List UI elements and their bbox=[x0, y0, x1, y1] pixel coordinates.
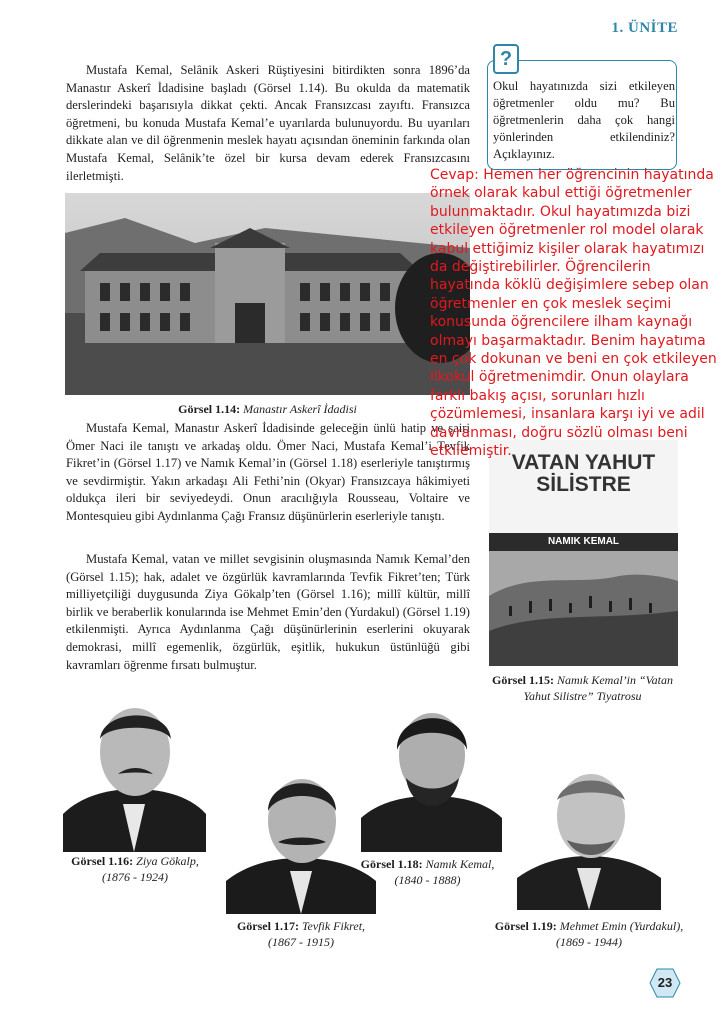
paragraph-3-text: Mustafa Kemal, vatan ve millet sevgisinin oluşmasında Namık Kemal’den (Görsel 1.15); hak, adalet ve özgürlük kavramlarında Tevfik Fikret’ten; Türk milliyetçiliği duygusunda Ziya Gökalp’ten (Görsel 1.16); millî kültür, millî birlik ve beraberlik konularında ise Mehmet Emin’den (Yurdakul) (Görsel 1.19) etkilenmişti. Ayrıca Aydınlanma Çağı düşünürlerinin eserlerini okuyarak demokrasi, millî egemenlik, özgürlük, eşitlik, hukukun üstünlüğü gibi kavramları öğrenme fırsatı bulmuştur. bbox=[66, 552, 470, 672]
book-title-line-2: SİLİSTRE bbox=[536, 473, 631, 496]
answer-text: Cevap: Hemen her öğrencinin hayatında örnek olarak kabul ettiği öğretmenler bulunmaktadır. Okul hayatımızda bizi etkileyen öğretmenler rol model olarak kabul ettiğimiz kişiler olarak hayatımızı da değiştirebilirler. Öğrencilerin hayatında köklü değişimlere sebep olan öğretmenler en çok meslek seçimi konusunda öğrencilere ilham kaynağı olmayı başarmaktadır. Benim hayatıma en çok dokunan ve beni en çok etkileyen ilkokul öğretmenimdir. Onun olaylara farklı bakış açısı, sorunları hızlı çözümlemesi, insanlara karşı iyi ve adil davranması, doğru sözlü olması beni etkilemiştir. bbox=[430, 167, 717, 460]
portrait-ziya-gokalp-image bbox=[63, 694, 206, 852]
portrait-ziya-gokalp bbox=[63, 694, 206, 852]
portrait-namik-kemal bbox=[361, 700, 502, 852]
caption-1-17-label: Görsel 1.17: bbox=[236, 919, 299, 933]
caption-1-15-label: Görsel 1.15: bbox=[492, 673, 554, 687]
portrait-tevfik-fikret-image bbox=[226, 766, 376, 914]
paragraph-3 bbox=[66, 551, 470, 674]
caption-1-19-years: (1869 - 1944) bbox=[556, 935, 622, 949]
portrait-tevfik-fikret bbox=[226, 766, 376, 914]
caption-1-19-title: Mehmet Emin (Yurdakul), bbox=[559, 919, 684, 933]
paragraph-1 bbox=[66, 62, 470, 185]
book-author-band: NAMIK KEMAL bbox=[489, 533, 678, 551]
battle-painting-image bbox=[489, 551, 678, 666]
caption-1-14-title: Manastır Askerî İdadisi bbox=[243, 402, 357, 416]
caption-1-17 bbox=[216, 918, 386, 950]
book-cover bbox=[489, 440, 678, 666]
question-icon: ? bbox=[493, 44, 519, 74]
school-photo bbox=[65, 193, 470, 395]
paragraph-1-text: Mustafa Kemal, Selânik Askeri Rüştiyesini bitirdikten sonra 1896’da Manastır Askerî İdadisine başladı (Görsel 1.14). Bu okulda da matematik derslerindeki başarısıyla dikkat çekti. Ancak Fransızcası zayıftı. Fransızca öğretmeni, bu konuda Mustafa Kemal’e uyarılarda bulunuyordu. Bu uyarıları dikkate alan ve dil öğrenmenin meslek hayatı açısından öneminin farkında olan Mustafa Kemal, Selânik’te özel bir kursa devam ederek Fransızcasını ilerletmişti. bbox=[66, 63, 470, 183]
caption-1-18-label: Görsel 1.18: bbox=[360, 857, 423, 871]
caption-1-16-years: (1876 - 1924) bbox=[102, 870, 168, 884]
caption-1-17-years: (1867 - 1915) bbox=[268, 935, 334, 949]
question-text: Okul hayatınızda sizi etkileyen öğretmenler oldu mu? Bu öğretmenlerin daha çok hangi yönlerinden etkilendiniz? Açıklayınız. bbox=[493, 79, 675, 161]
caption-1-16 bbox=[55, 853, 215, 885]
caption-1-19 bbox=[478, 918, 700, 950]
paragraph-2 bbox=[66, 420, 470, 526]
caption-1-18-title: Namık Kemal, bbox=[425, 857, 495, 871]
page-number bbox=[649, 968, 681, 998]
caption-1-18-years: (1840 - 1888) bbox=[394, 873, 461, 887]
caption-1-19-label: Görsel 1.19: bbox=[494, 919, 557, 933]
caption-1-18 bbox=[350, 856, 505, 888]
paragraph-2-text: Mustafa Kemal, Manastır Askerî İdadisinde geleceğin ünlü hatip ve şairi Ömer Naci ile tanıştı ve arkadaş oldu. Ömer Naci, Mustafa Kemal’i Tevfik Fikret’in (Görsel 1.17) ve Namık Kemal’in (Görsel 1.18) eserleriyle tanıştırmış ve sevdirmiştir. Yakın arkadaşı Ali Fethi’nin (Okyar) Fransızcaya hâkimiyeti oldukça ileri bir seviyedeydi. Onun aracılığıyla Rousseau, Voltaire ve Montesquieu gibi Aydınlanma Çağı Fransız düşünürlerin eserleriyle tanıştı. bbox=[66, 421, 470, 523]
caption-1-16-title: Ziya Gökalp, bbox=[136, 854, 199, 868]
portrait-namik-kemal-image bbox=[361, 700, 502, 852]
caption-1-15-title: Namık Kemal’in “Vatan Yahut Silistre” Tiyatrosu bbox=[523, 673, 673, 703]
caption-1-15 bbox=[480, 672, 685, 704]
caption-1-14-label: Görsel 1.14: bbox=[178, 402, 241, 416]
school-building-image bbox=[65, 193, 470, 395]
portrait-mehmet-emin bbox=[517, 760, 661, 910]
portrait-mehmet-emin-image bbox=[517, 760, 661, 910]
book-title-line-1: VATAN YAHUT bbox=[511, 451, 656, 474]
unit-header: 1. ÜNİTE bbox=[611, 20, 678, 36]
caption-1-14 bbox=[65, 401, 470, 417]
caption-1-17-title: Tevfik Fikret, bbox=[301, 919, 366, 933]
page-number-text: 23 bbox=[657, 975, 673, 990]
caption-1-16-label: Görsel 1.16: bbox=[71, 854, 134, 868]
